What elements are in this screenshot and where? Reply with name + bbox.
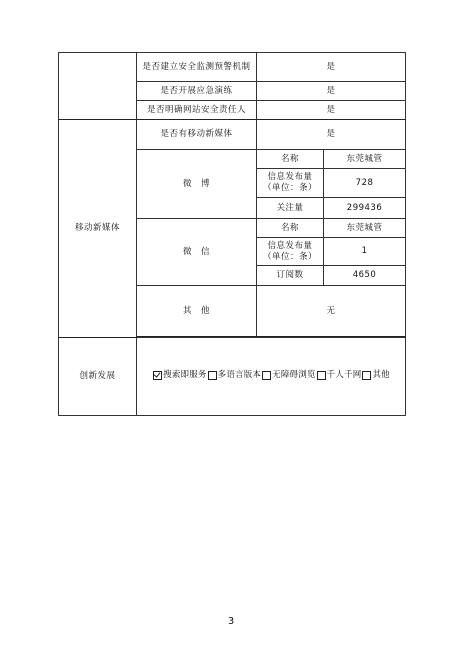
innovation-options [137, 338, 406, 416]
checkbox-icon[interactable] [262, 371, 271, 380]
wechat-posts-value: 1 [324, 238, 406, 266]
security-alert-value: 是 [257, 53, 406, 82]
innovation-option-search[interactable]: 搜索即服务 [152, 370, 207, 381]
report-table [58, 52, 406, 416]
wechat-posts-label: 信息发布量（单位：条） [257, 238, 324, 266]
innovation-option-other[interactable]: 其他 [361, 370, 389, 381]
page-number: 3 [227, 616, 235, 627]
weibo-posts-value: 728 [324, 169, 406, 198]
innovation-option-personalized[interactable]: 千人千网 [316, 370, 362, 381]
wechat-label: 微 信 [137, 219, 257, 286]
security-owner-label: 是否明确网站安全责任人 [137, 101, 257, 120]
report-table-container [58, 52, 405, 422]
weibo-posts-label: 信息发布量（单位：条） [257, 169, 324, 198]
weibo-followers-label: 关注量 [257, 198, 324, 219]
drill-label: 是否开展应急演练 [137, 82, 257, 101]
mobile-section-label: 移动新媒体 [59, 120, 137, 338]
other-media-value: 无 [257, 286, 406, 337]
other-media-label: 其 他 [137, 286, 257, 337]
security-alert-label: 是否建立安全监测预警机制 [137, 53, 257, 82]
checkbox-icon[interactable] [362, 371, 371, 380]
wechat-subscribers-label: 订阅数 [257, 266, 324, 286]
row-innovation [59, 338, 406, 416]
empty-section-cell [59, 53, 137, 120]
has-media-label: 是否有移动新媒体 [137, 120, 257, 150]
checkbox-checked-icon[interactable] [153, 371, 162, 380]
row-has-media [59, 120, 406, 150]
checkbox-icon[interactable] [317, 371, 326, 380]
innovation-label: 创新发展 [59, 338, 137, 416]
innovation-option-multilang[interactable]: 多语言版本 [207, 370, 262, 381]
checkbox-icon[interactable] [208, 371, 217, 380]
innovation-option-accessible[interactable]: 无障碍浏览 [261, 370, 316, 381]
wechat-name-value: 东莞城管 [324, 219, 406, 238]
weibo-name-label: 名称 [257, 150, 324, 169]
drill-value: 是 [257, 82, 406, 101]
row-security-alert [59, 53, 406, 82]
security-owner-value: 是 [257, 101, 406, 120]
wechat-subscribers-value: 4650 [324, 266, 406, 286]
weibo-label: 微 博 [137, 150, 257, 219]
wechat-name-label: 名称 [257, 219, 324, 238]
has-media-value: 是 [257, 120, 406, 150]
weibo-followers-value: 299436 [324, 198, 406, 219]
weibo-name-value: 东莞城管 [324, 150, 406, 169]
